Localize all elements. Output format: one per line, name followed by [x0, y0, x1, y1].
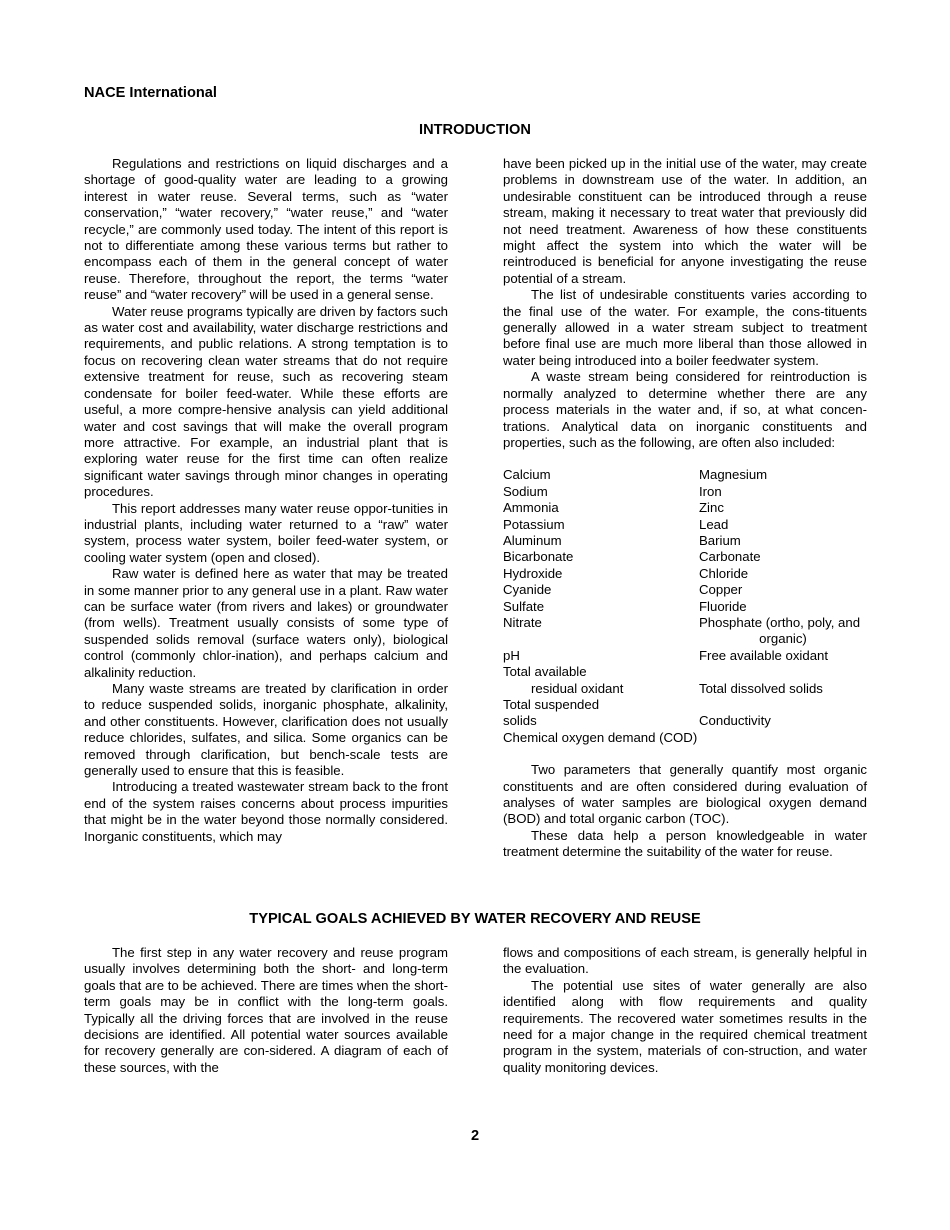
list-item	[503, 664, 867, 680]
paragraph: The list of undesirable constituents varies according to the final use of the water. For example, the cons-tituents generally allowed in a water stream subject to treatment before final use are much more liberal than those allowed in water being introduced into a boiler feedwater system.	[503, 287, 867, 368]
paragraph-continuation: flows and compositions of each stream, is generally helpful in the evaluation.	[503, 945, 867, 977]
list-item	[503, 566, 867, 582]
constituent: Bicarbonate	[503, 549, 574, 565]
list-item	[503, 533, 867, 549]
constituent: Total dissolved solids	[699, 680, 823, 696]
constituent: Chloride	[699, 565, 749, 581]
list-item	[503, 681, 867, 697]
constituent-line: Phosphate (ortho, poly, and	[699, 614, 861, 630]
constituent: Magnesium	[699, 467, 768, 483]
paragraph-continuation: have been picked up in the initial use of the water, may create problems in downstream use of the water. In addition, an undesirable constituent can be introduced through a reuse stream, making it necessary to treat water that previously did not need treatment. Awareness of how these constituents might affect the system into which the water will be reintroduced is beneficial for anyone investigating the reuse potential of a stream.	[503, 156, 867, 286]
organization-header: NACE International	[84, 85, 217, 101]
list-item	[503, 713, 867, 729]
paragraph: Two parameters that generally quantify most organic constituents and are often considered during evaluation of analyses of water samples are biological oxygen demand (BOD) and total organic carbon (TOC).	[503, 762, 867, 827]
constituent: Total available	[503, 664, 587, 680]
list-item	[503, 599, 867, 615]
constituent: Conductivity	[699, 713, 771, 729]
constituent: Potassium	[503, 516, 565, 532]
constituent: Carbonate	[699, 549, 761, 565]
introduction-right-column	[503, 156, 867, 861]
paragraph: Raw water is defined here as water that may be treated in some manner prior to any general use in a plant. Raw water can be surface water (from rivers and lakes) or groundwater (from wells). Treatment usually consists of some type of suspended solids removal (surface waters only), biological control (commonly chlor-ination), and perhaps calcium and alkalinity reduction.	[84, 566, 448, 680]
list-item	[503, 648, 867, 664]
constituent: Sodium	[503, 483, 548, 499]
constituent: Sulfate	[503, 598, 545, 614]
paragraph: The first step in any water recovery and reuse program usually involves determining both the short- and long-term goals that are to be achieved. There are times when the short-term goals may be in conflict with the long-term goals. Typically all the driving forces that are involved in the reuse decisions are identified. All potential water sources available for recovery generally are con-sidered. A diagram of each of these sources, with the	[84, 945, 448, 1075]
paragraph: Regulations and restrictions on liquid discharges and a shortage of good-quality water are leading to a growing interest in water reuse. Several terms, such as “water conservation,” “water recovery,” “water reuse,” and “water recycle,” are commonly used today. The intent of this report is not to differentiate among these various terms but rather to encompass each of them in the general concept of water reuse. Therefore, throughout the report, the terms “water reuse” and “water recovery” will be used in a general sense.	[84, 156, 448, 303]
list-item	[503, 517, 867, 533]
list-item	[503, 467, 867, 483]
paragraph: Many waste streams are treated by clarification in order to reduce suspended solids, inorganic phosphate, alkalinity, and other constituents. However, clarification does not usually reduce chlorides, sulfates, and silica. Some organics can be removed through clarification, but bench-scale tests are generally used to ensure that this is feasible.	[84, 681, 448, 779]
constituent: Nitrate	[503, 614, 542, 630]
goals-heading: TYPICAL GOALS ACHIEVED BY WATER RECOVERY AND REUSE	[249, 911, 701, 927]
constituent-line: organic)	[759, 631, 807, 647]
constituent: solids	[503, 713, 537, 729]
paragraph: The potential use sites of water generally are also identified along with flow requirements and quality requirements. The recovered water sometimes results in the need for a major change in the required chemical treatment program in the system, materials of con-struction, and water quality monitoring devices.	[503, 977, 867, 1075]
list-item	[503, 615, 867, 648]
paragraph: Water reuse programs typically are driven by factors such as water cost and availability, water discharge restrictions and requirements, and public relations. A strong temptation is to focus on recovering clean water streams that do not require extensive treatment for reuse, such as recovering steam condensate for boiler feed-water. While these efforts are useful, a more compre-hensive analysis can yield additional water and cost savings that will make the overall program more attractive. For example, an industrial plant that is exploring water reuse for the first time can often realize significant water savings through minor changes in operating procedures.	[84, 303, 448, 500]
constituent: Free available oxidant	[699, 647, 829, 663]
list-item	[503, 500, 867, 516]
constituent: Iron	[699, 483, 722, 499]
constituent: Calcium	[503, 467, 551, 483]
goals-left-column	[84, 945, 448, 1076]
list-item	[503, 484, 867, 500]
constituent: pH	[503, 647, 520, 663]
constituent: Lead	[699, 516, 729, 532]
constituent: Aluminum	[503, 532, 562, 548]
constituent: Ammonia	[503, 500, 559, 516]
constituent: residual oxidant	[531, 680, 624, 696]
list-item	[503, 730, 867, 746]
constituent: Fluoride	[699, 598, 747, 614]
goals-right-column	[503, 945, 867, 1076]
paragraph: These data help a person knowledgeable in water treatment determine the suitability of the water for reuse.	[503, 827, 867, 860]
introduction-left-column	[84, 156, 448, 845]
list-item	[503, 697, 867, 713]
list-item	[503, 582, 867, 598]
introduction-heading: INTRODUCTION	[419, 122, 531, 138]
paragraph: A waste stream being considered for reintroduction is normally analyzed to determine whether there are any process materials in the water and, if so, at what concen-trations. Analytical data on inorganic constituents and properties, such as the following, are often also included:	[503, 369, 867, 450]
constituent: Barium	[699, 532, 741, 548]
constituent: Zinc	[699, 500, 724, 516]
constituents-list	[503, 467, 867, 746]
list-item	[503, 549, 867, 565]
constituent: Cyanide	[503, 582, 552, 598]
page-number: 2	[470, 1128, 480, 1144]
constituent: Chemical oxygen demand (COD)	[503, 729, 698, 745]
paragraph: This report addresses many water reuse oppor-tunities in industrial plants, including water returned to a “raw” water system, process water system, boiler feed-water system, or cooling water system (open and closed).	[84, 500, 448, 565]
constituent: Total suspended	[503, 697, 600, 712]
constituent: Copper	[699, 582, 743, 598]
paragraph: Introducing a treated wastewater stream back to the front end of the system raises concerns about process impurities that might be in the water beyond those normally considered. Inorganic constituents, which may	[84, 779, 448, 844]
constituent: Hydroxide	[503, 565, 563, 581]
constituent	[699, 615, 867, 648]
